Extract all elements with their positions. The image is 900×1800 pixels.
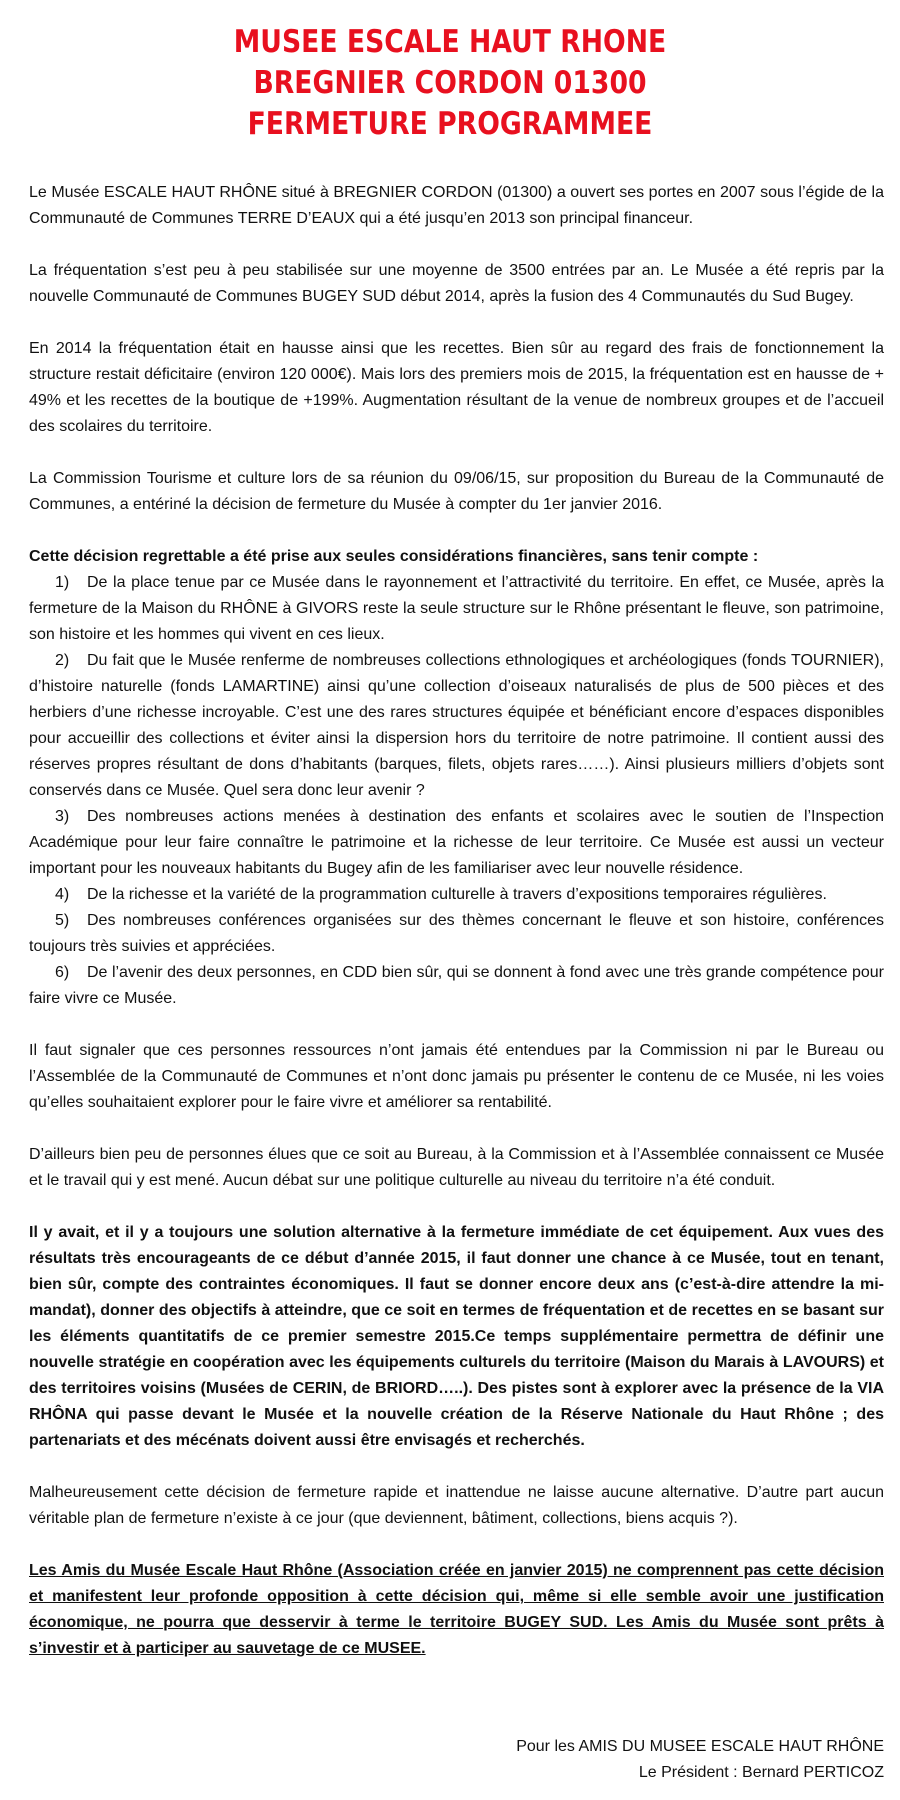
list-intro: Cette décision regrettable a été prise aux seules considérations financières, sans tenir compte : bbox=[29, 548, 759, 565]
list-item-text: De l’avenir des deux personnes, en CDD bien sûr, qui se donnent à fond avec une très grande compétence pour faire vivre ce Musée. bbox=[29, 964, 884, 1007]
list-item-number: 5) bbox=[55, 912, 70, 929]
list-item bbox=[29, 908, 884, 960]
considerations-list bbox=[29, 570, 884, 1012]
list-item bbox=[29, 960, 884, 1012]
paragraph-attendance: La fréquentation s’est peu à peu stabilisée sur une moyenne de 3500 entrées par an. Le Musée a été repris par la nouvelle Communauté de Communes BUGEY SUD début 2014, après la fusion des 4 Communautés du Sud Bugey. bbox=[29, 262, 884, 305]
document-body bbox=[29, 180, 884, 1688]
signature-block bbox=[516, 1734, 884, 1786]
list-item-number: 1) bbox=[55, 574, 70, 591]
list-item bbox=[29, 648, 884, 804]
paragraph-not-heard: Il faut signaler que ces personnes ressources n’ont jamais été entendues par la Commission ni par le Bureau ou l’Assemblée de la Communauté de Communes et n’ont donc jamais pu présenter le contenu de ce Musée, ni les voies qu’elles souhaitaient explorer pour le faire vivre et améliorer sa rentabilité. bbox=[29, 1042, 884, 1111]
paragraph-finances: En 2014 la fréquentation était en hausse ainsi que les recettes. Bien sûr au regard des frais de fonctionnement la structure restait déficitaire (environ 120 000€). Mais lors des premiers mois de 2015, la fréquentation est en hausse de + 49% et les recettes de la boutique de +199%. Augmentation résultant de la venue de nombreux groupes et de l’accueil des scolaires du territoire. bbox=[29, 340, 884, 435]
list-item-number: 3) bbox=[55, 808, 70, 825]
signature-organization: Pour les AMIS DU MUSEE ESCALE HAUT RHÔNE bbox=[516, 1738, 884, 1755]
list-item-text: Des nombreuses actions menées à destination des enfants et scolaires avec le soutien de l’Inspection Académique pour leur faire connaître le patrimoine et la richesse de leur territoire. Ce Musée est aussi un vecteur important pour les nouveaux habitants du Bugey afin de les familiariser avec leur nouvelle résidence. bbox=[29, 808, 884, 877]
paragraph-decision: La Commission Tourisme et culture lors de sa réunion du 09/06/15, sur proposition du Bureau de la Communauté de Communes, a entériné la décision de fermeture du Musée à compter du 1er janvier 2016. bbox=[29, 470, 884, 513]
signature-president: Le Président : Bernard PERTICOZ bbox=[638, 1764, 884, 1781]
list-item-number: 4) bbox=[55, 886, 70, 903]
list-item-text: Du fait que le Musée renferme de nombreuses collections ethnologiques et archéologiques (fonds TOURNIER), d’histoire naturelle (fonds LAMARTINE) ainsi qu’une collection d’oiseaux naturalisés de plus de 500 pièces et des herbiers d’une richesse incroyable. C’est une des rares structures équipée et bénéficiant encore d’espaces disponibles pour accueillir des collections et éviter ainsi la dispersion hors du territoire de notre patrimoine. Il contient aussi des réserves propres résultant de dons d’habitants (barques, filets, objets rares……). Ainsi plusieurs milliers d’objets sont conservés dans ce Musée. Quel sera donc leur avenir ? bbox=[29, 652, 884, 799]
list-item bbox=[29, 804, 884, 882]
paragraph-alternative: Il y avait, et il y a toujours une solution alternative à la fermeture immédiate de cet équipement. Aux vues des résultats très encourageants de ce début d’année 2015, il faut donner une chance à ce Musée, tout en tenant, bien sûr, compte des contraintes économiques. Il faut se donner encore deux ans (c’est-à-dire attendre la mi-mandat), donner des objectifs à atteindre, que ce soit en termes de fréquentation et de recettes en se basant sur les éléments quantitatifs de ce premier semestre 2015.Ce temps supplémentaire permettra de définir une nouvelle stratégie en coopération avec les équipements culturels du territoire (Maison du Marais à LAVOURS) et des territoires voisins (Musées de CERIN, de BRIORD…..). Des pistes sont à explorer avec la présence de la VIA RHÔNA qui passe devant le Musée et la nouvelle création de la Réserve Nationale du Haut Rhône ; des partenariats et des mécénats doivent aussi être envisagés et recherchés. bbox=[29, 1224, 884, 1449]
title-line-3: FERMETURE PROGRAMMEE bbox=[247, 106, 653, 142]
paragraph-opening: Le Musée ESCALE HAUT RHÔNE situé à BREGNIER CORDON (01300) a ouvert ses portes en 2007 sous l’égide de la Communauté de Communes TERRE D’EAUX qui a été jusqu’en 2013 son principal financeur. bbox=[29, 184, 884, 227]
list-item-text: De la place tenue par ce Musée dans le rayonnement et l’attractivité du territoire. En effet, ce Musée, après la fermeture de la Maison du RHÔNE à GIVORS reste la seule structure sur le Rhône présentant le fleuve, son patrimoine, son histoire et les hommes qui vivent en ces lieux. bbox=[29, 574, 884, 643]
list-item-text: Des nombreuses conférences organisées sur des thèmes concernant le fleuve et son histoire, conférences toujours très suivies et appréciées. bbox=[29, 912, 884, 955]
list-item bbox=[29, 570, 884, 648]
title-line-1: MUSEE ESCALE HAUT RHONE bbox=[233, 24, 667, 60]
list-item bbox=[29, 882, 884, 908]
paragraph-elected: D’ailleurs bien peu de personnes élues que ce soit au Bureau, à la Commission et à l’Assemblée connaissent ce Musée et le travail qui y est mené. Aucun débat sur une politique culturelle au niveau du territoire n’a été conduit. bbox=[29, 1146, 884, 1189]
list-item-text: De la richesse et la variété de la programmation culturelle à travers d’expositions temporaires régulières. bbox=[87, 886, 827, 903]
paragraph-friends-statement: Les Amis du Musée Escale Haut Rhône (Association créée en janvier 2015) ne comprennent pas cette décision et manifestent leur profonde opposition à cette décision qui, même si elle semble avoir une justification économique, ne pourra que desservir à terme le territoire BUGEY SUD. Les Amis du Musée sont prêts à s’investir et à participer au sauvetage de ce MUSEE. bbox=[29, 1562, 884, 1657]
title-line-2: BREGNIER CORDON 01300 bbox=[253, 65, 647, 101]
document-title bbox=[63, 22, 837, 145]
list-item-number: 2) bbox=[55, 652, 70, 669]
paragraph-unfortunately: Malheureusement cette décision de fermeture rapide et inattendue ne laisse aucune alternative. D’autre part aucun véritable plan de fermeture n’existe à ce jour (que deviennent, bâtiment, collections, biens acquis ?). bbox=[29, 1484, 884, 1527]
list-item-number: 6) bbox=[55, 964, 70, 981]
